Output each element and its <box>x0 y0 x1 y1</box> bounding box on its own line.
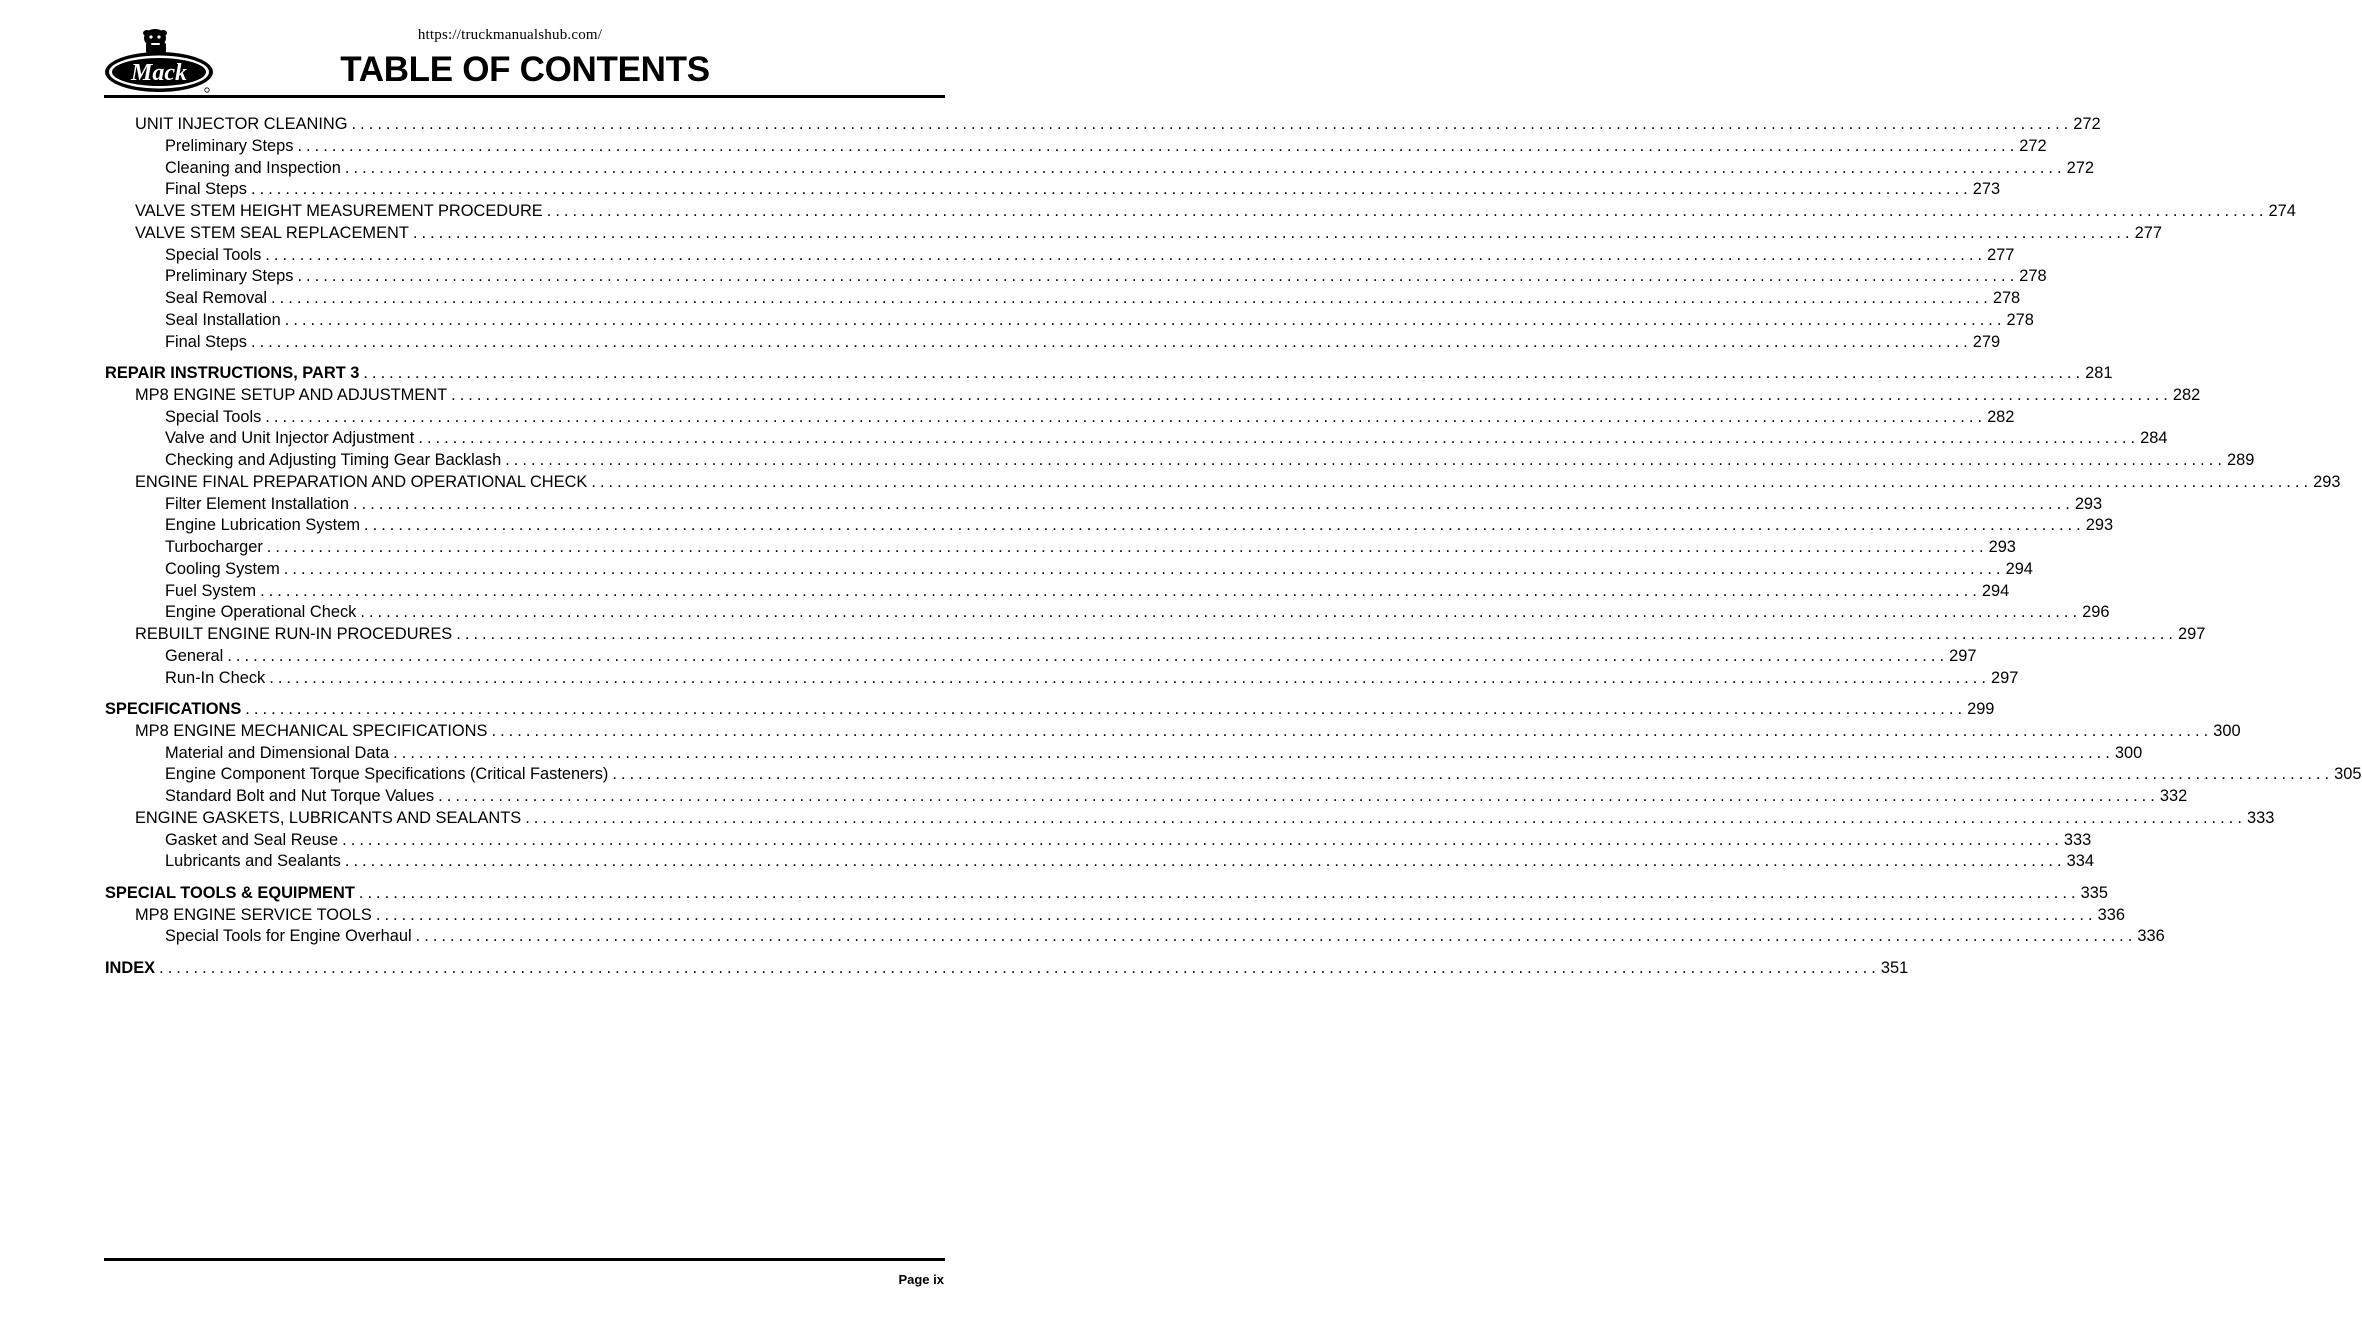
toc-dot-leader: ........................................................................................................................................................................................................ <box>363 364 2085 383</box>
toc-dot-leader: ........................................................................................................................................................................................................ <box>546 202 2268 220</box>
toc-entry[interactable] <box>165 494 2103 515</box>
toc-entry[interactable] <box>135 385 2201 406</box>
toc-entry-page: 289 <box>2226 451 2255 470</box>
toc-entry-page: 284 <box>2140 429 2168 448</box>
toc-entry[interactable] <box>165 537 2016 558</box>
page-number: Page ix <box>898 1272 944 1287</box>
toc-entry[interactable] <box>165 288 2021 309</box>
toc-entry-title: Seal Removal <box>165 289 268 307</box>
toc-dot-leader: ........................................................................................................................................................................................................ <box>612 765 2334 784</box>
toc-entry[interactable] <box>165 602 2110 623</box>
toc-entry-page: 305 <box>2334 765 2362 784</box>
toc-entry-page: 299 <box>1967 700 1995 719</box>
toc-entry-title: ENGINE FINAL PREPARATION AND OPERATIONAL CHECK <box>135 472 588 491</box>
logo-wordmark: Mack <box>131 60 187 86</box>
toc-dot-leader: ........................................................................................................................................................................................................ <box>451 385 2172 404</box>
toc-entry[interactable] <box>165 428 2168 449</box>
toc-entry-title: Final Steps <box>165 332 247 351</box>
toc-entry[interactable] <box>165 646 1977 667</box>
toc-entry-page: 294 <box>2005 559 2033 578</box>
toc-entry-title: MP8 ENGINE SERVICE TOOLS <box>135 905 372 924</box>
toc-entry-title: Engine Operational Check <box>165 603 357 622</box>
toc-entry[interactable] <box>135 472 2341 493</box>
toc-dot-leader: ........................................................................................................................................................................................................ <box>265 245 1987 264</box>
toc-dot-leader: ........................................................................................................................................................................................................ <box>342 830 2063 849</box>
toc-dot-leader: ........................................................................................................................................................................................................ <box>505 451 2226 470</box>
toc-entry[interactable] <box>135 114 2101 135</box>
toc-dot-leader: ........................................................................................................................................................................................................ <box>283 559 2005 578</box>
toc-entry[interactable] <box>135 808 2275 829</box>
toc-entry-title: VALVE STEM SEAL REPLACEMENT <box>135 223 409 242</box>
toc-entry-title: UNIT INJECTOR CLEANING <box>135 115 348 133</box>
toc-entry[interactable] <box>165 245 2015 266</box>
toc-entry-title: MP8 ENGINE SETUP AND ADJUSTMENT <box>135 385 448 404</box>
toc-entry-title: Turbocharger <box>165 538 263 557</box>
toc-entry-title: VALVE STEM HEIGHT MEASUREMENT PROCEDURE <box>135 202 543 220</box>
toc-entry[interactable] <box>135 223 2163 244</box>
toc-dot-leader: ........................................................................................................................................................................................................ <box>525 808 2246 827</box>
toc-entry-page: 293 <box>2085 516 2114 535</box>
toc-entry-page: 282 <box>2172 385 2201 404</box>
toc-entry-title: Lubricants and Sealants <box>165 852 341 871</box>
toc-entry[interactable] <box>165 830 2092 851</box>
toc-entry[interactable] <box>135 905 2125 926</box>
toc-dot-leader: ........................................................................................................................................................................................................ <box>456 625 2178 644</box>
toc-dot-leader: ........................................................................................................................................................................................................ <box>297 267 2019 286</box>
toc-entry-page: 293 <box>2074 494 2103 513</box>
toc-entry[interactable] <box>135 624 2206 645</box>
toc-entry[interactable] <box>165 559 2033 580</box>
toc-entry-title: Fuel System <box>165 581 257 600</box>
toc-entry-page: 294 <box>1981 581 2010 600</box>
toc-dot-leader: ........................................................................................................................................................................................................ <box>358 883 2080 902</box>
toc-entry-page: 281 <box>2085 364 2113 383</box>
toc-dot-leader: ........................................................................................................................................................................................................ <box>412 223 2134 242</box>
toc-dot-leader: ........................................................................................................................................................................................................ <box>159 958 1880 977</box>
toc-entry-title: SPECIAL TOOLS & EQUIPMENT <box>105 883 355 902</box>
toc-dot-leader: ........................................................................................................................................................................................................ <box>266 538 1988 557</box>
toc-dot-leader: ........................................................................................................................................................................................................ <box>245 700 1967 719</box>
toc-entry-page: 293 <box>1988 538 2016 557</box>
toc-entry-title: Cooling System <box>165 559 280 578</box>
toc-entry-title: Engine Lubrication System <box>165 516 360 535</box>
toc-entry-page: 279 <box>1972 332 2001 351</box>
toc-entry[interactable] <box>105 699 1995 720</box>
toc-entry-title: Valve and Unit Injector Adjustment <box>165 429 415 448</box>
toc-entry-page: 274 <box>2268 202 2296 220</box>
toc-dot-leader: ........................................................................................................................................................................................................ <box>344 852 2066 871</box>
toc-entry-page: 297 <box>1949 646 1977 665</box>
toc-dot-leader: ........................................................................................................................................................................................................ <box>260 581 1981 600</box>
toc-dot-leader: ........................................................................................................................................................................................................ <box>284 310 2006 329</box>
toc-dot-leader: ........................................................................................................................................................................................................ <box>227 646 1949 665</box>
header-divider <box>104 95 945 98</box>
toc-dot-leader: ........................................................................................................................................................................................................ <box>271 289 1992 307</box>
toc-entry-page: 293 <box>2313 472 2341 491</box>
toc-entry-page: 273 <box>1972 180 2001 199</box>
toc-entry[interactable] <box>165 743 2143 764</box>
toc-entry-page: 282 <box>1987 407 2015 426</box>
toc-dot-leader: ........................................................................................................................................................................................................ <box>375 905 2097 924</box>
toc-entry-title: REBUILT ENGINE RUN-IN PROCEDURES <box>135 625 453 644</box>
toc-entry-page: 335 <box>2080 883 2108 902</box>
toc-entry[interactable] <box>165 581 2010 602</box>
toc-entry-title: Preliminary Steps <box>165 267 294 286</box>
toc-entry[interactable] <box>105 958 1909 979</box>
toc-entry-page: 297 <box>1991 668 2019 687</box>
toc-entry-page: 336 <box>2137 927 2165 946</box>
toc-entry-title: MP8 ENGINE MECHANICAL SPECIFICATIONS <box>135 721 488 740</box>
toc-entry[interactable] <box>165 786 2188 807</box>
toc-entry[interactable] <box>135 201 2296 222</box>
toc-entry[interactable] <box>165 158 2095 179</box>
toc-entry-page: 333 <box>2063 830 2092 849</box>
toc-entry[interactable] <box>165 136 2047 157</box>
toc-entry-title: SPECIFICATIONS <box>105 700 242 719</box>
source-url: https://truckmanualshub.com/ <box>417 27 603 43</box>
toc-entry[interactable] <box>165 407 2015 428</box>
toc-dot-leader: ........................................................................................................................................................................................................ <box>438 787 2159 806</box>
toc-entry-page: 272 <box>2073 115 2101 133</box>
toc-dot-leader: ........................................................................................................................................................................................................ <box>265 407 1987 426</box>
toc-entry[interactable] <box>165 332 2001 353</box>
toc-entry-page: 300 <box>2114 743 2143 762</box>
toc-entry-title: Material and Dimensional Data <box>165 743 390 762</box>
toc-dot-leader: ........................................................................................................................................................................................................ <box>393 743 2114 762</box>
toc-entry-title: Checking and Adjusting Timing Gear Backlash <box>165 451 502 470</box>
toc-dot-leader: ........................................................................................................................................................................................................ <box>591 472 2313 491</box>
toc-entry-title: Special Tools <box>165 407 262 426</box>
toc-entry-page: 334 <box>2066 852 2095 871</box>
toc-entry[interactable] <box>135 721 2241 742</box>
toc-dot-leader: ........................................................................................................................................................................................................ <box>269 668 1990 687</box>
toc-entry[interactable] <box>165 310 2034 331</box>
toc-entry[interactable] <box>165 764 2362 785</box>
toc-entry[interactable] <box>105 883 2108 904</box>
toc-entry-title: Gasket and Seal Reuse <box>165 830 339 849</box>
toc-entry[interactable] <box>165 266 2047 287</box>
toc-entry-title: Engine Component Torque Specifications (Critical Fasteners) <box>165 765 609 784</box>
toc-entry[interactable] <box>165 450 2255 471</box>
toc-entry-title: Cleaning and Inspection <box>165 158 341 177</box>
toc-entry-page: 272 <box>2066 158 2095 177</box>
toc-dot-leader: ........................................................................................................................................................................................................ <box>251 180 1972 199</box>
toc-entry-page: 297 <box>2178 625 2206 644</box>
toc-entry-title: Run-In Check <box>165 668 266 687</box>
toc-entry-page: 332 <box>2159 787 2188 806</box>
toc-entry-page: 272 <box>2019 136 2047 155</box>
toc-entry-title: Final Steps <box>165 180 247 199</box>
toc-dot-leader: ........................................................................................................................................................................................................ <box>297 136 2019 155</box>
toc-entry[interactable] <box>165 179 2001 200</box>
toc-entry-title: ENGINE GASKETS, LUBRICANTS AND SEALANTS <box>135 808 522 827</box>
toc-entry[interactable] <box>165 926 2165 947</box>
toc-entry-page: 277 <box>2134 223 2163 242</box>
toc-entry-title: Seal Installation <box>165 310 281 329</box>
footer-divider <box>104 1258 945 1261</box>
toc-dot-leader: ........................................................................................................................................................................................................ <box>415 927 2137 946</box>
toc-entry-page: 333 <box>2246 808 2275 827</box>
toc-entry-page: 300 <box>2213 721 2241 740</box>
page-title: TABLE OF CONTENTS <box>340 50 710 89</box>
toc-entry[interactable] <box>165 668 2019 689</box>
toc-entry-page: 277 <box>1987 245 2015 264</box>
toc-entry-title: General <box>165 646 224 665</box>
toc-entry-page: 278 <box>2019 267 2047 286</box>
toc-entry[interactable] <box>165 515 2114 536</box>
toc-entry-title: INDEX <box>105 958 156 977</box>
toc-entry[interactable] <box>165 851 2095 872</box>
toc-entry-title: Preliminary Steps <box>165 136 294 155</box>
toc-entry-page: 278 <box>2006 310 2034 329</box>
toc-entry-title: REPAIR INSTRUCTIONS, PART 3 <box>105 364 360 383</box>
toc-dot-leader: ........................................................................................................................................................................................................ <box>491 721 2213 740</box>
toc-dot-leader: ........................................................................................................................................................................................................ <box>353 494 2074 513</box>
toc-dot-leader: ........................................................................................................................................................................................................ <box>251 332 1972 351</box>
toc-dot-leader: ........................................................................................................................................................................................................ <box>418 429 2140 448</box>
toc-entry-page: 296 <box>2082 603 2110 622</box>
toc-entry-page: 351 <box>1880 958 1909 977</box>
toc-dot-leader: ........................................................................................................................................................................................................ <box>351 115 2073 133</box>
toc-entry-page: 336 <box>2097 905 2125 924</box>
toc-dot-leader: ........................................................................................................................................................................................................ <box>363 516 2085 535</box>
toc-entry-title: Special Tools <box>165 245 262 264</box>
toc-entry-page: 278 <box>1992 289 2021 307</box>
toc-entry-title: Filter Element Installation <box>165 494 350 513</box>
toc-entry-title: Standard Bolt and Nut Torque Values <box>165 787 435 806</box>
toc-dot-leader: ........................................................................................................................................................................................................ <box>344 158 2066 177</box>
toc-entry[interactable] <box>105 363 2113 384</box>
toc-entry-title: Special Tools for Engine Overhaul <box>165 927 412 946</box>
toc-dot-leader: ........................................................................................................................................................................................................ <box>360 603 2082 622</box>
